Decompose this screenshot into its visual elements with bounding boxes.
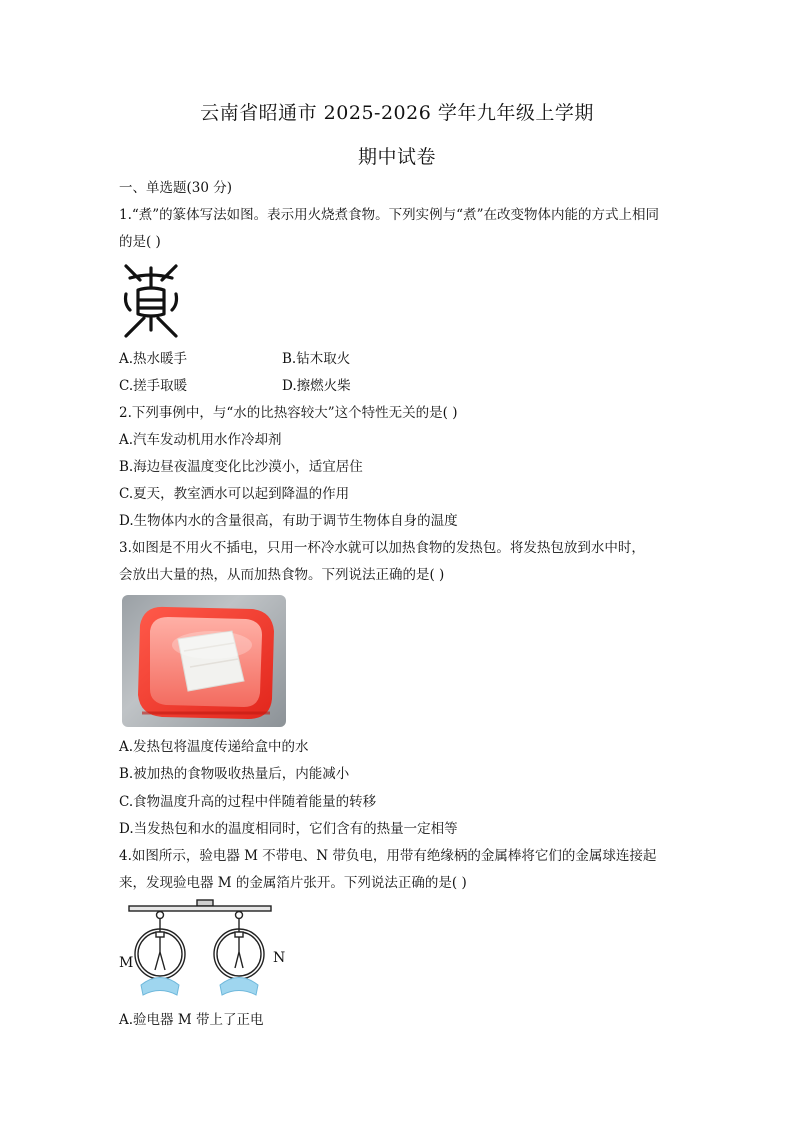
- electroscope-label-m: M: [119, 955, 134, 971]
- q3-stem-line2: 会放出大量的热，从而加热食物。下列说法正确的是( ): [119, 567, 445, 583]
- heating-pack-photo: [122, 595, 286, 727]
- q1-option-a: A.热水暖手: [119, 351, 188, 367]
- q4-stem-line2: 来，发现验电器 M 的金属箔片张开。下列说法正确的是( ): [119, 875, 467, 891]
- q3-option-d: D.当发热包和水的温度相同时，它们含有的热量一定相等: [119, 821, 458, 837]
- q4-option-a: A.验电器 M 带上了正电: [119, 1012, 264, 1028]
- q3-option-c: C.食物温度升高的过程中伴随着能量的转移: [119, 794, 377, 810]
- q2-stem-line1: 2.下列事例中，与“水的比热容较大”这个特性无关的是( ): [119, 405, 458, 421]
- section-heading: 一、单选题(30 分): [119, 180, 233, 196]
- q2-option-c: C.夏天，教室洒水可以起到降温的作用: [119, 486, 350, 502]
- q3-option-b: B.被加热的食物吸收热量后，内能减小: [119, 766, 350, 782]
- seal-script-zhu-icon: [120, 260, 182, 340]
- q1-stem-line2: 的是( ): [119, 234, 161, 250]
- electroscope-diagram: [115, 898, 295, 1003]
- heating-pack-drawing: [122, 595, 286, 727]
- q3-option-a: A.发热包将温度传递给盒中的水: [119, 739, 309, 755]
- electroscope-label-n: N: [273, 950, 286, 966]
- q1-option-c: C.搓手取暖: [119, 378, 188, 394]
- exam-title-line1: 云南省昭通市 2025-2026 学年九年级上学期: [200, 102, 594, 124]
- q1-option-b: B.钻木取火: [282, 351, 351, 367]
- q2-option-a: A.汽车发动机用水作冷却剂: [119, 432, 282, 448]
- q1-option-d: D.擦燃火柴: [282, 378, 351, 394]
- q2-option-d: D.生物体内水的含量很高，有助于调节生物体自身的温度: [119, 513, 458, 529]
- q2-option-b: B.海边昼夜温度变化比沙漠小，适宜居住: [119, 459, 363, 475]
- q1-stem-line1: 1.“煮”的篆体写法如图。表示用火烧煮食物。下列实例与“煮”在改变物体内能的方式上相同: [119, 207, 659, 223]
- q4-stem-line1: 4.如图所示，验电器 M 不带电、N 带负电，用带有绝缘柄的金属棒将它们的金属球连接起: [119, 848, 657, 864]
- exam-title-line2: 期中试卷: [357, 146, 436, 168]
- q3-stem-line1: 3.如图是不用火不插电，只用一杯冷水就可以加热食物的发热包。将发热包放到水中时，: [119, 540, 645, 556]
